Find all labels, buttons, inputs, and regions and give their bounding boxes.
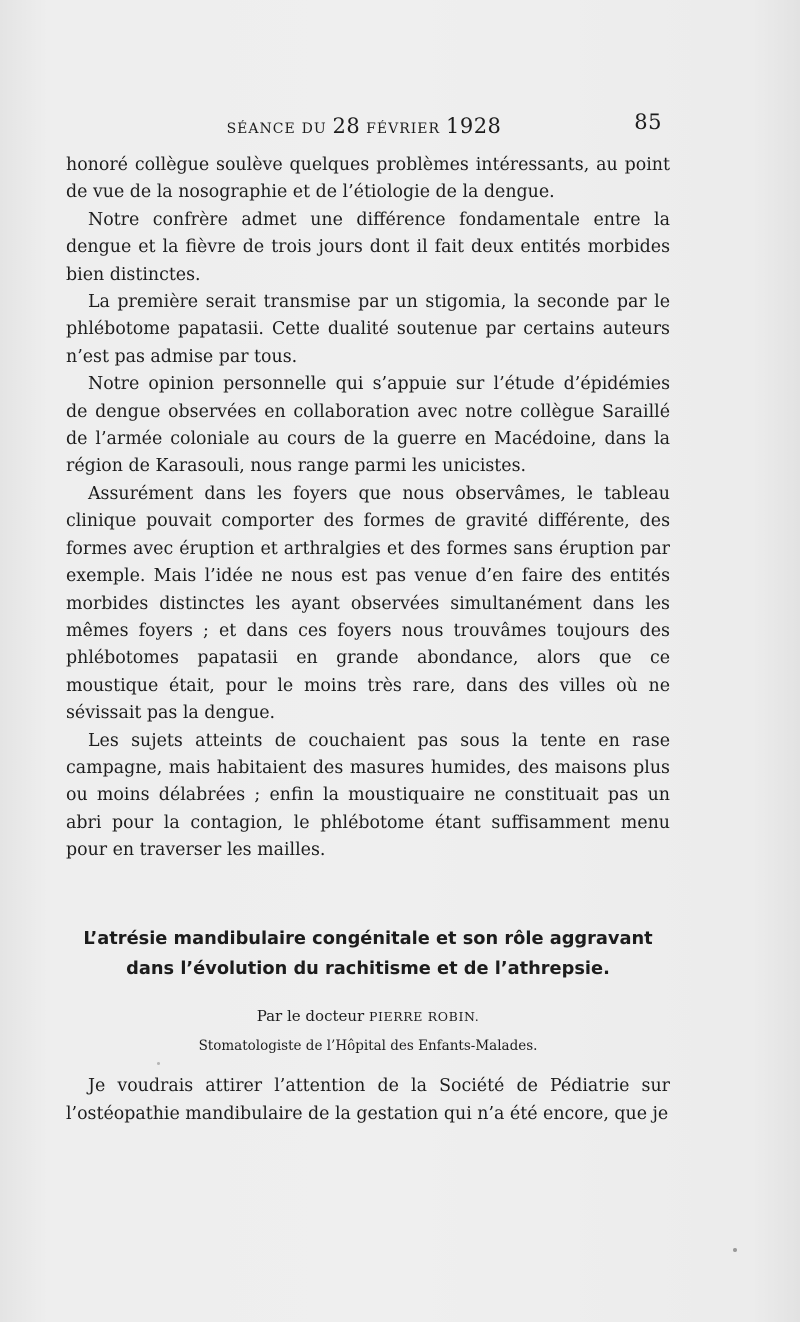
byline-prefix: Par le docteur — [256, 1007, 365, 1025]
running-title — [66, 114, 662, 138]
affiliation: Stomatologiste de l’Hôpital des Enfants-Malades. — [198, 1038, 538, 1054]
body-text — [66, 152, 670, 865]
header-month: FÉVRIER — [366, 121, 441, 137]
paragraph: honoré collègue soulève quelques problèmes intéressants, au point de vue de la nosographie et de l’étiologie de la dengue. — [66, 155, 670, 203]
article-intro-paragraph: Je voudrais attirer l’attention de la Société de Pédiatrie sur l’ostéopathie mandibulaire de la gestation qui n’a été encore, que je — [66, 1076, 670, 1124]
header-day: 28 — [332, 114, 361, 138]
header-seance: SÉANCE — [226, 121, 296, 137]
article-title-line-1: L’atrésie mandibulaire congénitale et son rôle aggravant — [83, 928, 653, 949]
paper-speck — [157, 1062, 160, 1065]
byline — [66, 1006, 670, 1027]
paragraph: La première serait transmise par un stigomia, la seconde par le phlébotome papatasii. Cette dualité soutenue par certains auteurs n’est pas admise par tous. — [66, 292, 670, 367]
paragraph: Notre confrère admet une différence fondamentale entre la dengue et la fièvre de trois jours dont il fait deux entités morbides bien distinctes. — [66, 209, 670, 285]
author-last-name: ROBIN. — [427, 1009, 480, 1024]
paragraph: Assurément dans les foyers que nous observâmes, le tableau clinique pouvait comporter des formes de gravité différente, des formes avec éruption et arthralgies et des formes sans éruption par exemple. Mais l’idée ne nous est pas venue d’en faire des entités morbides distinctes les ayant observées simultanément dans les mêmes foyers ; et dans ces foyers nous trouvâmes toujours des phlébotomes papatasii en grande abondance, alors que ce moustique était, pour le moins très rare, dans des villes où ne sévissait pas la dengue. — [66, 483, 670, 724]
article-heading — [66, 924, 670, 1055]
article-title-line-2: dans l’évolution du rachitisme et de l’athrepsie. — [126, 958, 610, 979]
paragraph: Notre opinion personnelle qui s’appuie sur l’étude d’épidémies de dengue observées en collaboration avec notre collègue Saraillé de l’armée coloniale au cours de la guerre en Macédoine, dans la région de Karasouli, nous range parmi les unicistes. — [66, 374, 670, 477]
page-number: 85 — [634, 110, 662, 134]
paper-speck — [733, 1248, 737, 1252]
author-first-name: PIERRE — [368, 1009, 424, 1024]
header-year: 1928 — [445, 114, 502, 138]
paragraph: Les sujets atteints de couchaient pas sous la tente en rase campagne, mais habitaient des masures humides, des maisons plus ou moins délabrées ; enfin la moustiquaire ne constituait pas un abri pour la contagion, le phlébotome étant suffisamment menu pour en traverser les mailles. — [66, 730, 670, 861]
header-du: DU — [301, 121, 327, 137]
running-header — [66, 108, 662, 144]
